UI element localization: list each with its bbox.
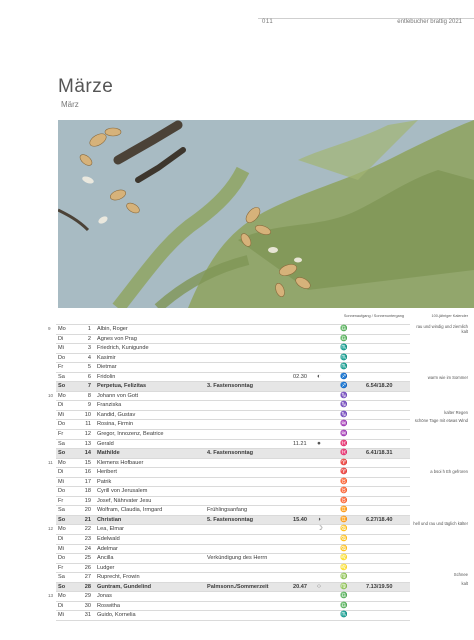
day-number: 2 bbox=[87, 335, 91, 342]
feast-day: Palmsonn./Sommerzeit bbox=[207, 583, 269, 590]
page-subtitle: März bbox=[61, 100, 79, 109]
saint-names: Lea, Elmar bbox=[97, 526, 125, 533]
weekday: Mi bbox=[58, 411, 64, 418]
day-number: 9 bbox=[87, 402, 91, 409]
zodiac-icon: ♈ bbox=[340, 469, 348, 476]
zodiac-icon: ♌ bbox=[340, 564, 348, 571]
zodiac-icon: ♑ bbox=[340, 411, 348, 418]
saint-names: Klemens Hofbauer bbox=[97, 459, 144, 466]
calendar-row bbox=[56, 373, 410, 383]
zodiac-icon: ♋ bbox=[340, 526, 348, 533]
day-number: 13 bbox=[84, 440, 91, 447]
weekday: Mi bbox=[58, 612, 64, 619]
moon-time: 15.40 bbox=[293, 516, 307, 523]
weekday: Mi bbox=[58, 478, 64, 485]
day-number: 18 bbox=[84, 488, 91, 495]
page-number: 011 bbox=[262, 19, 274, 25]
saint-names: Jonas bbox=[97, 593, 112, 600]
calendar-row bbox=[48, 392, 410, 402]
zodiac-icon: ♉ bbox=[340, 488, 348, 495]
weekday: Di bbox=[58, 536, 64, 543]
day-number: 6 bbox=[87, 373, 91, 380]
saint-names: Mathilde bbox=[97, 450, 120, 457]
day-number: 8 bbox=[87, 392, 91, 399]
day-number: 24 bbox=[84, 545, 91, 552]
moon-phase-icon: ◑ bbox=[317, 515, 321, 523]
sunrise-sunset: 6.27/18.40 bbox=[366, 516, 393, 523]
day-number: 7 bbox=[87, 383, 91, 390]
zodiac-icon: ♌ bbox=[340, 555, 348, 562]
publication-title: entlebucher brattig 2021 bbox=[397, 19, 462, 25]
day-number: 15 bbox=[84, 459, 91, 466]
zodiac-icon: ♎ bbox=[340, 335, 348, 342]
sunrise-sunset: 6.54/18.20 bbox=[366, 383, 393, 390]
saint-names: Albin, Roger bbox=[97, 326, 128, 332]
zodiac-icon: ♐ bbox=[340, 373, 348, 380]
moon-phase-icon: ◐ bbox=[317, 372, 321, 380]
day-number: 1 bbox=[87, 326, 91, 332]
zodiac-icon: ♏ bbox=[340, 364, 348, 371]
weekday: Mo bbox=[58, 526, 66, 533]
saint-names: Christian bbox=[97, 516, 122, 523]
weekday: Do bbox=[58, 555, 66, 562]
calendar-row bbox=[56, 468, 410, 478]
calendar-row bbox=[56, 535, 410, 545]
weekday: Di bbox=[58, 469, 64, 476]
weather-note: kalter Regen bbox=[444, 409, 468, 415]
saint-names: Heribert bbox=[97, 469, 117, 476]
day-number: 4 bbox=[87, 354, 91, 361]
saint-names: Perpetua, Felizitas bbox=[97, 383, 147, 390]
calendar-row bbox=[56, 363, 410, 373]
calendar-row bbox=[56, 583, 410, 593]
zodiac-icon: ♊ bbox=[340, 516, 348, 523]
weekday: Mo bbox=[58, 392, 66, 399]
day-number: 23 bbox=[84, 536, 91, 543]
saint-names: Kandid, Gustav bbox=[97, 411, 136, 418]
feast-day: 5. Fastensonntag bbox=[207, 516, 254, 523]
weekday: Sa bbox=[58, 574, 65, 581]
calendar-row bbox=[56, 602, 410, 612]
weekday: Mo bbox=[58, 593, 66, 600]
zodiac-icon: ♏ bbox=[340, 354, 348, 361]
weather-note: a bsoi h Eh gefroren bbox=[430, 469, 468, 475]
saint-names: Agnes von Prag bbox=[97, 335, 137, 342]
weekday: Di bbox=[58, 402, 64, 409]
zodiac-icon: ♓ bbox=[340, 450, 348, 457]
weekday: Fr bbox=[58, 497, 64, 504]
weather-note: Schnee bbox=[453, 571, 468, 577]
calendar-row bbox=[48, 459, 410, 469]
saint-names: Roswitha bbox=[97, 602, 121, 609]
saint-names: Fridolin bbox=[97, 373, 116, 380]
saint-names: Edelwald bbox=[97, 536, 120, 543]
zodiac-icon: ♑ bbox=[340, 402, 348, 409]
week-number: 11 bbox=[48, 459, 53, 465]
zodiac-icon: ♍ bbox=[340, 574, 348, 581]
saint-names: Gregor, Innozenz, Beatrice bbox=[97, 431, 164, 438]
weekday: So bbox=[58, 450, 66, 457]
saint-names: Guido, Kornelia bbox=[97, 612, 136, 619]
weekday: Mo bbox=[58, 459, 66, 466]
calendar-row bbox=[56, 573, 410, 583]
weekday: Mi bbox=[58, 345, 64, 352]
sunrise-column-heading: Sonnenaufgang / Sonnenuntergang bbox=[343, 314, 404, 318]
saint-names: Patrik bbox=[97, 478, 112, 485]
saint-names: Ancilla bbox=[97, 555, 114, 562]
day-number: 27 bbox=[84, 574, 91, 581]
saint-names: Friedrich, Kunigunde bbox=[97, 345, 149, 352]
zodiac-icon: ♊ bbox=[340, 507, 348, 514]
zodiac-icon: ♐ bbox=[340, 383, 348, 390]
calendar-row bbox=[56, 516, 410, 526]
calendar-row bbox=[56, 430, 410, 440]
calendar-row bbox=[56, 344, 410, 354]
day-number: 30 bbox=[84, 602, 91, 609]
day-number: 20 bbox=[84, 507, 91, 514]
moon-time: 02.30 bbox=[293, 373, 307, 380]
calendar-row bbox=[56, 564, 410, 574]
saint-names: Josef, Nährvater Jesu bbox=[97, 497, 152, 504]
weekday: So bbox=[58, 383, 66, 390]
day-number: 12 bbox=[84, 431, 91, 438]
day-number: 25 bbox=[84, 555, 91, 562]
saint-names: Adelmar bbox=[97, 545, 118, 552]
weather-note: rau und windig und ziemlich kalt bbox=[416, 324, 468, 334]
day-number: 3 bbox=[87, 345, 91, 352]
calendar-row bbox=[48, 324, 410, 335]
zodiac-icon: ♒ bbox=[340, 431, 348, 438]
day-number: 14 bbox=[84, 450, 91, 457]
weather-column-heading: 100-jähriger Kalender bbox=[431, 314, 468, 318]
weather-note: warm wie im Sommer bbox=[427, 375, 468, 381]
zodiac-icon: ♉ bbox=[340, 478, 348, 485]
weekday: Sa bbox=[58, 373, 65, 380]
moon-phase-icon: ○ bbox=[317, 582, 321, 590]
feast-day: 4. Fastensonntag bbox=[207, 450, 254, 457]
saint-names: Kasimir bbox=[97, 354, 116, 361]
week-number: 9 bbox=[48, 326, 51, 331]
zodiac-icon: ♍ bbox=[340, 583, 348, 590]
weather-note: kalt bbox=[461, 580, 468, 586]
feast-day: Verkündigung des Herrn bbox=[207, 555, 268, 562]
weather-note: schöne Tage mit etwas Wind bbox=[414, 418, 468, 424]
saint-names: Ruprecht, Frowin bbox=[97, 574, 140, 581]
weekday: Sa bbox=[58, 507, 65, 514]
zodiac-icon: ♑ bbox=[340, 392, 348, 399]
zodiac-icon: ♎ bbox=[340, 593, 348, 600]
moon-time: 20.47 bbox=[293, 583, 307, 590]
saint-names: Cyrill von Jerusalem bbox=[97, 488, 148, 495]
calendar-row bbox=[56, 440, 410, 450]
zodiac-icon: ♒ bbox=[340, 421, 348, 428]
feast-day: 3. Fastensonntag bbox=[207, 383, 254, 390]
weekday: Mo bbox=[58, 326, 66, 332]
day-number: 26 bbox=[84, 564, 91, 571]
calendar-row bbox=[56, 497, 410, 507]
weekday: Do bbox=[58, 354, 66, 361]
calendar-row bbox=[56, 487, 410, 497]
weekday: So bbox=[58, 516, 66, 523]
day-number: 29 bbox=[84, 593, 91, 600]
day-number: 10 bbox=[84, 411, 91, 418]
saint-names: Ludger bbox=[97, 564, 115, 571]
zodiac-icon: ♋ bbox=[340, 536, 348, 543]
saint-names: Johann von Gott bbox=[97, 392, 139, 399]
weekday: Di bbox=[58, 335, 64, 342]
calendar-row bbox=[56, 354, 410, 364]
weekday: Fr bbox=[58, 431, 64, 438]
weekday: Mi bbox=[58, 545, 64, 552]
calendar-row bbox=[56, 420, 410, 430]
zodiac-icon: ♋ bbox=[340, 545, 348, 552]
weekday: Fr bbox=[58, 364, 64, 371]
calendar-row bbox=[48, 525, 410, 535]
day-number: 21 bbox=[84, 516, 91, 523]
zodiac-icon: ♏ bbox=[340, 345, 348, 352]
day-number: 19 bbox=[84, 497, 91, 504]
calendar-row bbox=[56, 411, 410, 421]
zodiac-icon: ♎ bbox=[340, 326, 348, 332]
calendar-row bbox=[56, 611, 410, 621]
calendar-row bbox=[56, 554, 410, 564]
calendar-row bbox=[56, 506, 410, 516]
calendar-table bbox=[48, 324, 410, 621]
week-number: 12 bbox=[48, 526, 54, 532]
sunrise-sunset: 6.41/18.31 bbox=[366, 450, 393, 457]
day-number: 22 bbox=[84, 526, 91, 533]
calendar-row bbox=[56, 478, 410, 488]
zodiac-icon: ♉ bbox=[340, 497, 348, 504]
day-number: 16 bbox=[84, 469, 91, 476]
weekday: So bbox=[58, 583, 66, 590]
zodiac-icon: ♓ bbox=[340, 440, 348, 447]
calendar-row bbox=[56, 382, 410, 392]
week-number: 10 bbox=[48, 392, 54, 398]
day-number: 5 bbox=[87, 364, 91, 371]
weekday: Do bbox=[58, 421, 66, 428]
weekday: Do bbox=[58, 488, 66, 495]
sunrise-sunset: 7.13/19.50 bbox=[366, 583, 393, 590]
saint-names: Guntram, Gundelind bbox=[97, 583, 152, 590]
saint-names: Gerald bbox=[97, 440, 114, 447]
calendar-row bbox=[56, 401, 410, 411]
weekday: Fr bbox=[58, 564, 64, 571]
day-number: 11 bbox=[85, 421, 91, 428]
weekday: Sa bbox=[58, 440, 65, 447]
saint-names: Rosina, Firmin bbox=[97, 421, 134, 428]
zodiac-icon: ♏ bbox=[340, 612, 348, 619]
page-title: Märze bbox=[58, 76, 114, 97]
zodiac-icon: ♎ bbox=[340, 602, 348, 609]
moon-phase-icon: ● bbox=[317, 439, 321, 447]
moon-phase-icon: ☽ bbox=[317, 525, 323, 533]
day-number: 31 bbox=[84, 612, 91, 619]
weekday: Di bbox=[58, 602, 64, 609]
illustration bbox=[58, 120, 474, 308]
calendar-row bbox=[56, 449, 410, 459]
day-number: 17 bbox=[84, 478, 91, 485]
day-number: 28 bbox=[84, 583, 91, 590]
calendar-row bbox=[56, 545, 410, 555]
moon-time: 11.21 bbox=[293, 440, 307, 447]
weather-note: hell und rau und täglich kälter bbox=[413, 520, 468, 526]
feast-day: Frühlingsanfang bbox=[207, 507, 248, 514]
saint-names: Wolfram, Claudia, Irmgard bbox=[97, 507, 163, 514]
saint-names: Dietmar bbox=[97, 364, 117, 371]
calendar-row bbox=[56, 335, 410, 345]
week-number: 13 bbox=[48, 593, 54, 599]
calendar-row bbox=[48, 592, 410, 602]
saint-names: Franziska bbox=[97, 402, 122, 409]
zodiac-icon: ♈ bbox=[340, 459, 348, 466]
